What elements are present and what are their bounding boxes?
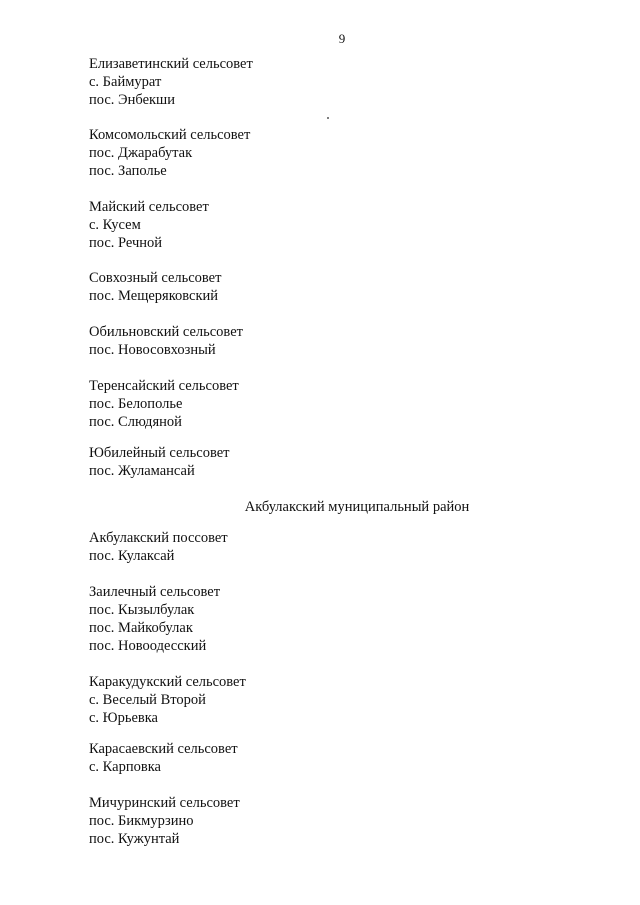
council-block <box>89 323 243 359</box>
settlement: пос. Белополье <box>89 396 183 412</box>
settlement: с. Карповка <box>89 759 161 775</box>
council-block <box>89 126 250 180</box>
council-name: Совхозный сельсовет <box>89 270 222 286</box>
settlement: пос. Мещеряковский <box>89 288 219 304</box>
settlement: пос. Новосовхозный <box>89 342 216 358</box>
council-name: Майский сельсовет <box>89 199 209 215</box>
settlement: пос. Кужунтай <box>89 831 180 847</box>
district-heading: Акбулакский муниципальный район <box>244 499 470 515</box>
council-name: Обильновский сельсовет <box>89 324 243 340</box>
council-name: Каракудукский сельсовет <box>89 674 246 690</box>
council-block <box>89 794 240 848</box>
settlement: с. Баймурат <box>89 74 162 90</box>
council-block <box>89 377 239 431</box>
settlement: пос. Кызылбулак <box>89 602 195 618</box>
settlement: пос. Майкобулак <box>89 620 193 636</box>
council-name: Комсомольский сельсовет <box>89 127 251 143</box>
settlement: пос. Новоодесский <box>89 638 207 654</box>
council-name: Юбилейный сельсовет <box>89 445 230 461</box>
council-name: Мичуринский сельсовет <box>89 795 240 811</box>
council-block <box>89 55 253 109</box>
settlement: пос. Слюдяной <box>89 414 182 430</box>
page-number: 9 <box>338 31 346 46</box>
settlement: пос. Энбекши <box>89 92 175 108</box>
council-block <box>89 198 209 252</box>
settlement: пос. Жуламансай <box>89 463 195 479</box>
settlement: с. Юрьевка <box>89 710 158 726</box>
council-block <box>89 583 220 655</box>
settlement: с. Веселый Второй <box>89 692 206 708</box>
council-block <box>89 269 221 305</box>
council-block <box>89 529 228 565</box>
council-name: Карасаевский сельсовет <box>89 741 238 757</box>
settlement: пос. Джарабутак <box>89 145 193 161</box>
settlement: пос. Кулаксай <box>89 548 175 564</box>
council-name: Заилечный сельсовет <box>89 584 221 600</box>
settlement: пос. Заполье <box>89 163 167 179</box>
settlement: пос. Бикмурзино <box>89 813 194 829</box>
council-block <box>89 673 246 727</box>
settlement: с. Кусем <box>89 217 141 233</box>
council-name: Теренсайский сельсовет <box>89 378 239 394</box>
council-name: Елизаветинский сельсовет <box>89 56 253 72</box>
scan-speck <box>327 117 329 119</box>
settlement: пос. Речной <box>89 235 163 251</box>
council-block <box>89 740 238 776</box>
council-name: Акбулакский поссовет <box>89 530 228 546</box>
council-block <box>89 444 229 480</box>
